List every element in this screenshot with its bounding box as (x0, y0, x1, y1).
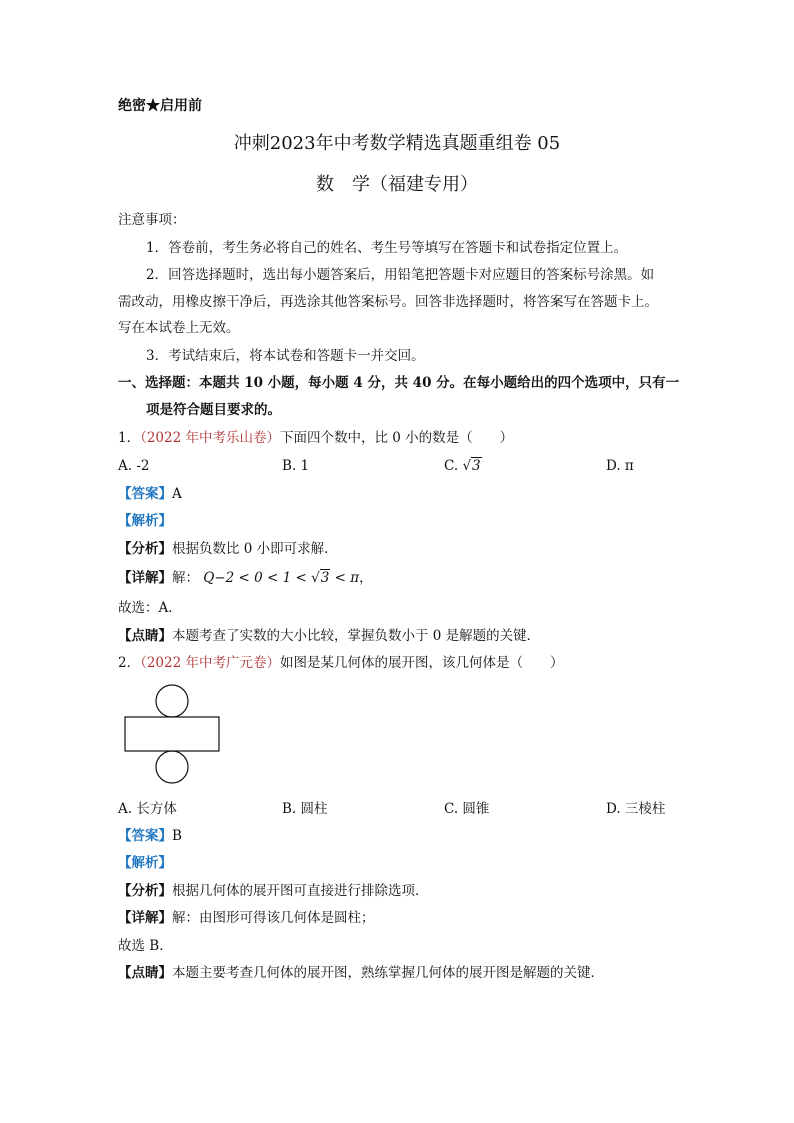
q1-option-c (444, 456, 482, 476)
cylinder-net-figure (120, 683, 224, 785)
q2-analysis-tag: 【解析】 (118, 855, 172, 871)
q1-inequality-right: < π (330, 570, 360, 586)
q2-option-d: D. 三棱柱 (606, 801, 666, 817)
section-heading-line1: 一、选择题：本题共 10 小题，每小题 4 分，共 40 分。在每小题给出的四个选项中，只有一 (118, 375, 680, 391)
q1-fenxi-tag: 【分析】 (118, 541, 172, 557)
sqrt-symbol: √3 (462, 458, 481, 474)
q2-dianjing-tag: 【点睛】 (118, 965, 172, 981)
q1-option-d: D. π (606, 458, 634, 474)
q1-analysis (118, 511, 172, 531)
q1-dianjing-tag: 【点睛】 (118, 628, 172, 644)
notes-item-2b: 需改动，用橡皮擦干净后，再选涂其他答案标号。回答非选择题时，将答案写在答题卡上。 (118, 294, 658, 310)
exam-title: 冲刺2023年中考数学精选真题重组卷 05 (233, 133, 561, 154)
q1-option-a: A. -2 (118, 458, 150, 474)
exam-subtitle: 数 学（福建专用） (316, 174, 478, 195)
q2-dianjing-text: 本题主要考查几何体的展开图，熟练掌握几何体的展开图是解题的关键． (172, 965, 604, 981)
question-1-source: （2022 年中考乐山卷） (140, 430, 280, 446)
question-2-number: 2． (118, 655, 141, 671)
question-2 (118, 653, 564, 673)
notes-item-2c: 写在本试卷上无效。 (118, 320, 240, 336)
question-1 (118, 428, 513, 448)
q1-inequality-radicand: 3 (320, 570, 330, 586)
notes-item-1: 1．答卷前，考生务必将自己的姓名、考生号等填写在答题卡和试卷指定位置上。 (146, 240, 628, 256)
q1-inequality-left: Q−2 < 0 < 1 < (203, 570, 312, 586)
notes-item-2a: 2．回答选择题时，选出每小题答案后，用铅笔把答题卡对应题目的答案标号涂黑。如 (146, 267, 655, 283)
q1-fenxi (118, 539, 338, 559)
section-heading-line2: 项是符合题目要求的。 (146, 402, 281, 418)
q2-fenxi-tag: 【分析】 (118, 883, 172, 899)
net-top-circle (156, 685, 188, 717)
q2-answer-value: B (172, 828, 182, 844)
q2-xiangjie (118, 908, 375, 928)
q1-xiangjie (118, 568, 373, 588)
q1-xiangjie-end: ， (359, 570, 373, 586)
notes-heading: 注意事项： (118, 212, 186, 228)
q2-xiangjie-tag: 【详解】 (118, 910, 172, 926)
net-rectangle (125, 717, 219, 751)
q1-xiangjie-tag: 【详解】 (118, 570, 172, 586)
q2-fenxi-text: 根据几何体的展开图可直接进行排除选项． (172, 883, 429, 899)
q1-option-b: B. 1 (282, 458, 310, 474)
question-2-stem: 如图是某几何体的展开图，该几何体是（ ） (280, 655, 564, 671)
q2-fenxi (118, 881, 429, 901)
q1-fenxi-text: 根据负数比 0 小即可求解． (172, 541, 338, 557)
q2-choice: 故选 B． (118, 938, 173, 954)
sqrt-symbol: √3 (311, 570, 330, 586)
question-1-number: 1． (118, 430, 141, 446)
q2-option-a: A. 长方体 (118, 801, 177, 817)
notes-item-3: 3．考试结束后，将本试卷和答题卡一并交回。 (146, 348, 425, 364)
q1-answer (118, 484, 182, 504)
q1-option-c-radicand: 3 (472, 458, 481, 474)
secret-label: 绝密★启用前 (118, 98, 202, 114)
q2-xiangjie-text: 解：由图形可得该几何体是圆柱； (172, 910, 375, 926)
q2-dianjing (118, 963, 604, 983)
q1-option-c-label: C. (444, 458, 459, 474)
q1-dianjing-text: 本题考查了实数的大小比较，掌握负数小于 0 是解题的关键． (172, 628, 541, 644)
q2-analysis (118, 853, 172, 873)
q1-analysis-tag: 【解析】 (118, 513, 172, 529)
q2-answer-tag: 【答案】 (118, 828, 172, 844)
q1-choice: 故选：A． (118, 600, 182, 616)
q1-dianjing (118, 626, 540, 646)
q2-option-c: C. 圆锥 (444, 801, 490, 817)
q1-answer-value: A (172, 486, 182, 502)
q1-answer-tag: 【答案】 (118, 486, 172, 502)
q1-xiangjie-prefix: 解： (172, 570, 199, 586)
q2-answer (118, 826, 182, 846)
question-2-source: （2022 年中考广元卷） (140, 655, 280, 671)
q2-option-b: B. 圆柱 (282, 801, 328, 817)
question-1-stem: 下面四个数中，比 0 小的数是（ ） (280, 430, 514, 446)
net-bottom-circle (156, 751, 188, 783)
